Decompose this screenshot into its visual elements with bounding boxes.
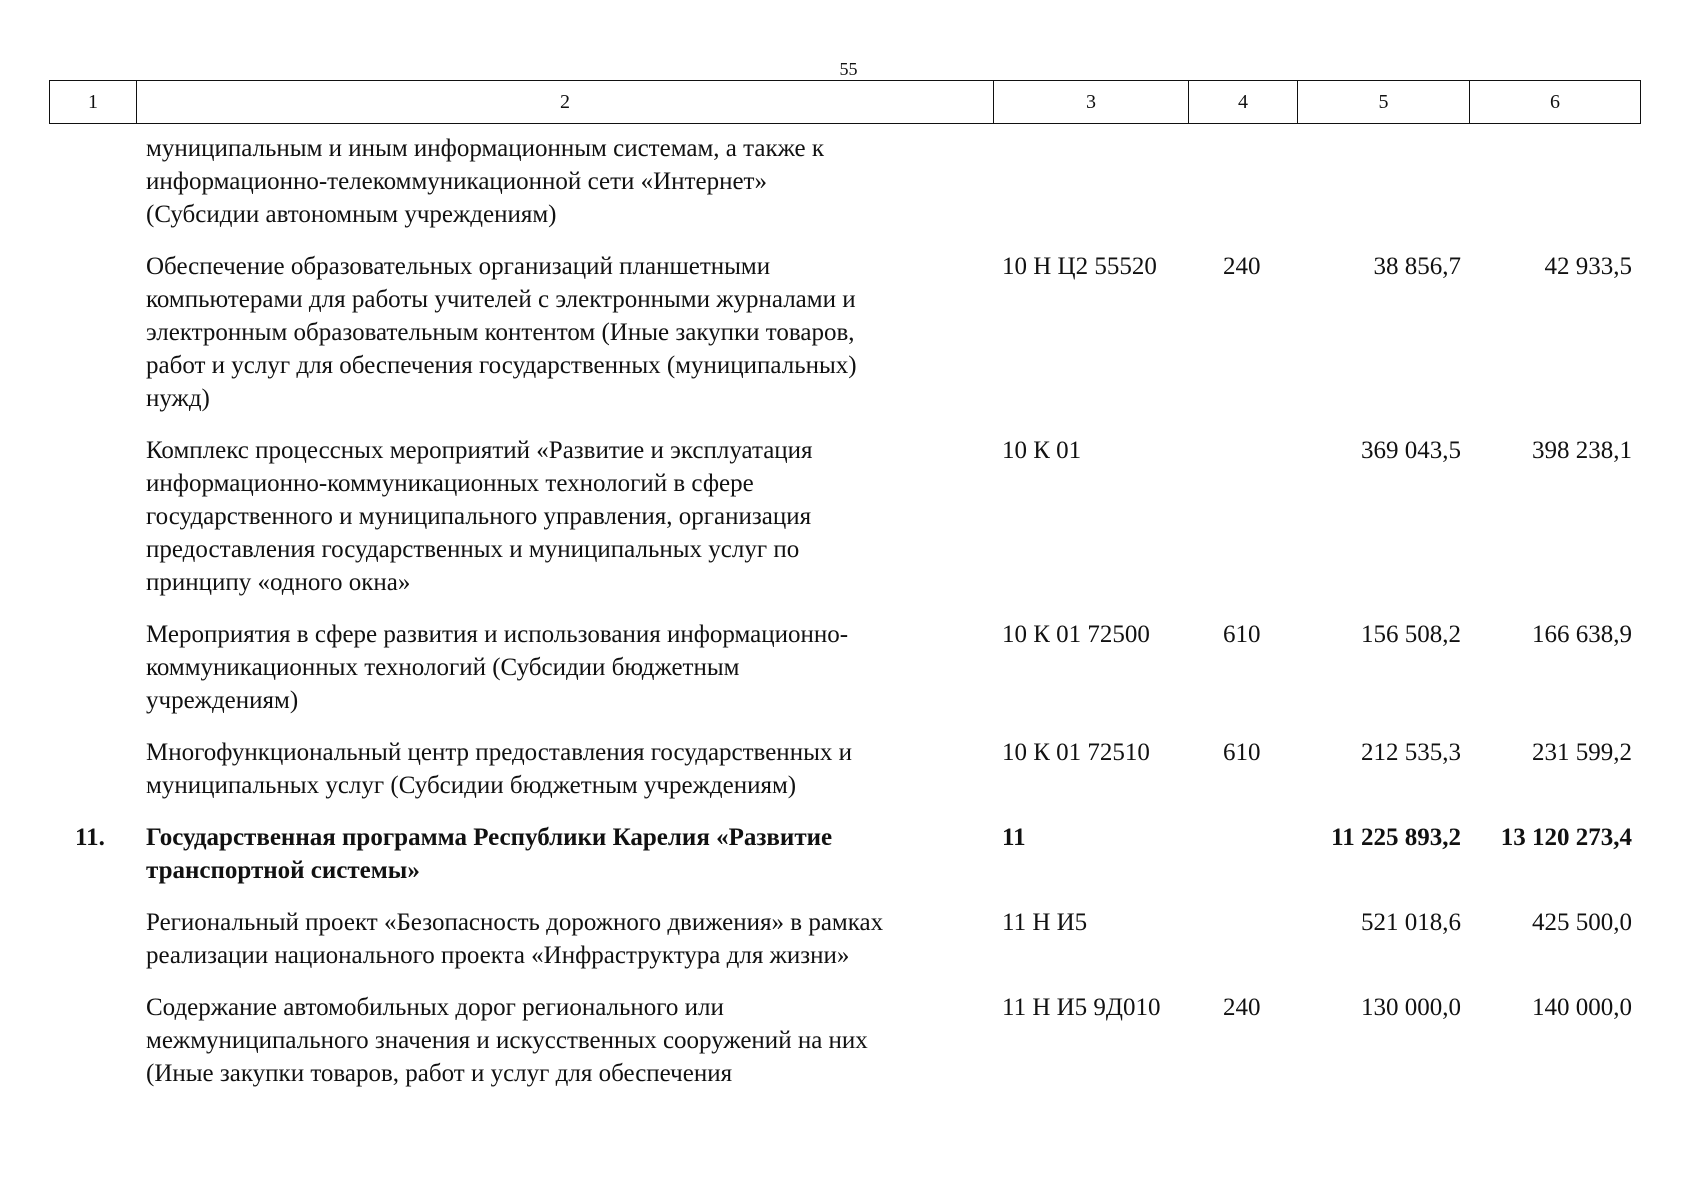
description-line: Мероприятия в сфере развития и использования информационно- [146, 621, 849, 648]
row-description [136, 250, 993, 415]
row-description [136, 618, 993, 717]
row-number: 11. [75, 824, 105, 851]
row-code: 10 Н Ц2 55520 [1002, 253, 1157, 280]
row-amount-year2: 42 933,5 [1544, 253, 1632, 280]
table-row-program [49, 821, 1640, 887]
row-code: 10 К 01 [1002, 437, 1082, 464]
column-header-2: 2 [137, 81, 994, 124]
row-description [136, 906, 993, 972]
budget-rows [49, 132, 1640, 1109]
row-amount-year1: 130 000,0 [1361, 994, 1461, 1021]
description-line: Региональный проект «Безопасность дорожного движения» в рамках [146, 909, 884, 936]
row-description [136, 132, 993, 231]
description-line: муниципальных услуг (Субсидии бюджетным учреждениям) [146, 772, 797, 799]
description-line: реализации национального проекта «Инфраструктура для жизни» [146, 942, 850, 969]
description-line: информационно-коммуникационных технологий в сфере [146, 470, 754, 497]
description-line: учреждениям) [146, 687, 299, 714]
description-line: Государственная программа Республики Карелия «Развитие [146, 824, 833, 851]
row-description [136, 434, 993, 599]
row-expense-type: 240 [1223, 253, 1261, 280]
row-code: 11 Н И5 [1002, 909, 1088, 936]
table-row [49, 618, 1640, 717]
row-amount-year2: 425 500,0 [1532, 909, 1632, 936]
row-expense-type: 240 [1223, 994, 1261, 1021]
row-expense-type: 610 [1223, 739, 1261, 766]
description-line: информационно-телекоммуникационной сети «Интернет» [146, 168, 767, 195]
description-line: государственного и муниципального управления, организация [146, 503, 812, 530]
description-line: принципу «одного окна» [146, 569, 411, 596]
column-header-1: 1 [50, 81, 137, 124]
row-amount-year2: 13 120 273,4 [1500, 824, 1632, 851]
row-description [136, 991, 993, 1090]
row-amount-year1: 156 508,2 [1361, 621, 1461, 648]
row-amount-year1: 38 856,7 [1373, 253, 1461, 280]
row-description [136, 821, 993, 887]
column-header-5: 5 [1298, 81, 1470, 124]
page-number: 55 [839, 59, 858, 79]
row-amount-year1: 369 043,5 [1361, 437, 1461, 464]
description-line: нужд) [146, 385, 210, 412]
description-line: коммуникационных технологий (Субсидии бюджетным [146, 654, 740, 681]
column-header-row [50, 81, 1641, 124]
description-line: работ и услуг для обеспечения государственных (муниципальных) [146, 352, 857, 379]
row-code: 11 [1002, 824, 1026, 851]
description-line: предоставления государственных и муниципальных услуг по [146, 536, 800, 563]
description-line: транспортной системы» [146, 857, 420, 884]
description-line: компьютерами для работы учителей с электронными журналами и [146, 286, 856, 313]
table-row [49, 250, 1640, 415]
description-line: электронным образовательным контентом (Иные закупки товаров, [146, 319, 855, 346]
description-line: Многофункциональный центр предоставления государственных и [146, 739, 852, 766]
row-code: 10 К 01 72500 [1002, 621, 1150, 648]
row-description [136, 736, 993, 802]
column-header-4: 4 [1189, 81, 1298, 124]
description-line: (Иные закупки товаров, работ и услуг для обеспечения [146, 1060, 733, 1087]
description-line: Комплекс процессных мероприятий «Развитие и эксплуатация [146, 437, 813, 464]
table-row [49, 906, 1640, 972]
row-amount-year2: 231 599,2 [1532, 739, 1632, 766]
column-header-6: 6 [1470, 81, 1641, 124]
description-line: Обеспечение образовательных организаций планшетными [146, 253, 771, 280]
row-amount-year2: 166 638,9 [1532, 621, 1632, 648]
row-code: 11 Н И5 9Д010 [1002, 994, 1161, 1021]
table-row [49, 991, 1640, 1090]
row-expense-type: 610 [1223, 621, 1261, 648]
description-line: муниципальным и иным информационным системам, а также к [146, 135, 825, 162]
row-amount-year1: 521 018,6 [1361, 909, 1461, 936]
column-header-table [49, 80, 1641, 124]
row-code: 10 К 01 72510 [1002, 739, 1150, 766]
table-row [49, 132, 1640, 231]
column-header-3: 3 [994, 81, 1189, 124]
description-line: Содержание автомобильных дорог регионального или [146, 994, 724, 1021]
description-line: (Субсидии автономным учреждениям) [146, 201, 557, 228]
table-row [49, 736, 1640, 802]
row-amount-year2: 398 238,1 [1532, 437, 1632, 464]
row-amount-year1: 212 535,3 [1361, 739, 1461, 766]
description-line: межмуниципального значения и искусственных сооружений на них [146, 1027, 868, 1054]
table-row [49, 434, 1640, 599]
row-amount-year2: 140 000,0 [1532, 994, 1632, 1021]
row-amount-year1: 11 225 893,2 [1331, 824, 1461, 851]
